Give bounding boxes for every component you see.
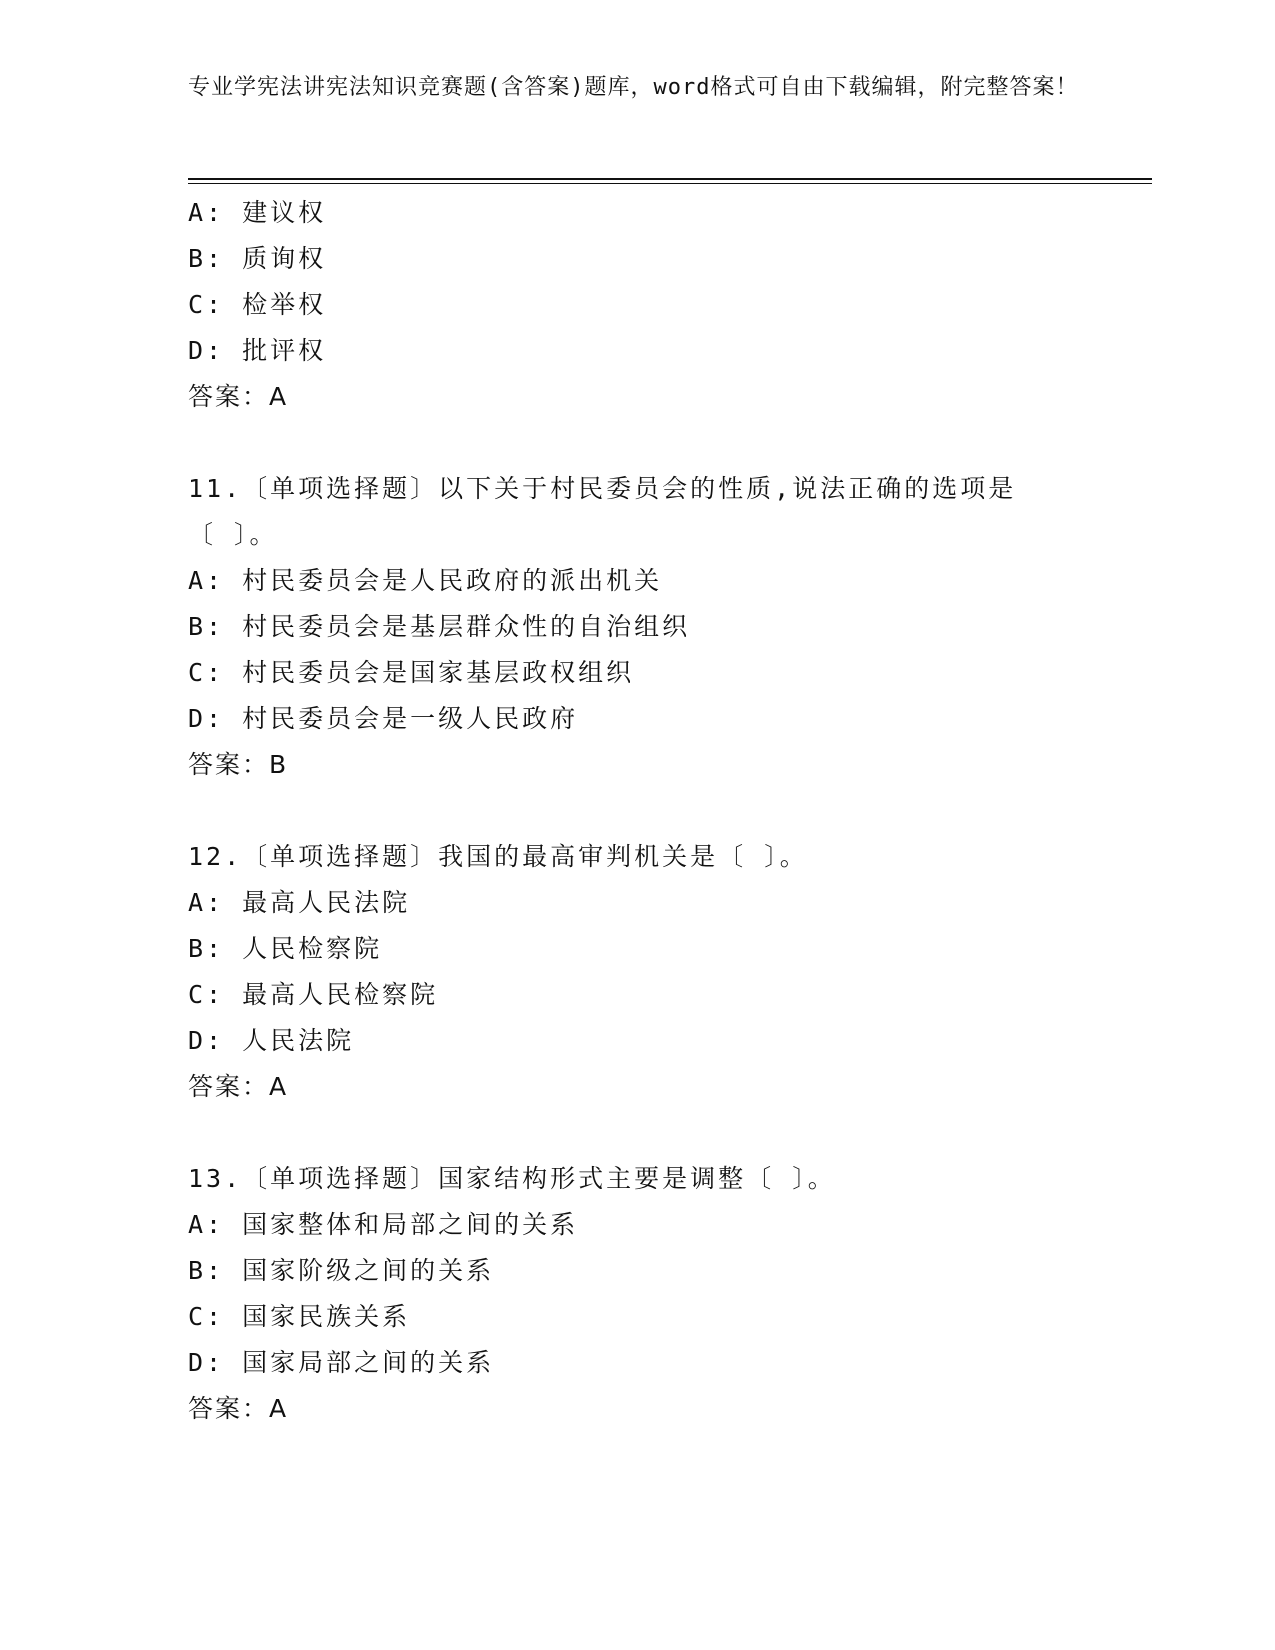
option-b [188,1248,1068,1294]
header-rule-thick [188,178,1152,180]
option-key: B: [188,244,225,273]
option-key: A: [188,888,225,917]
option-c [188,650,1068,696]
option-d [188,696,1068,742]
option-a [188,558,1068,604]
option-key: B: [188,934,225,963]
option-text: 建议权 [242,198,327,227]
question-block-13 [188,1156,1068,1432]
option-d [188,1340,1068,1386]
option-d [188,1018,1068,1064]
question-block-11 [188,466,1068,788]
option-key: A: [188,566,225,595]
option-key: A: [188,198,225,227]
question-list [188,190,1068,1432]
option-text: 最高人民法院 [242,888,411,917]
option-key: C: [188,658,225,687]
option-text: 国家民族关系 [242,1302,411,1331]
option-c [188,282,1068,328]
option-key: A: [188,1210,225,1239]
answer-line: 答案：B [188,750,289,779]
option-text: 人民检察院 [242,934,383,963]
option-text: 批评权 [242,336,327,365]
question-text: 12.〔单项选择题〕我国的最高审判机关是〔 〕。 [188,842,808,871]
option-d [188,328,1068,374]
question-text: 13.〔单项选择题〕国家结构形式主要是调整〔 〕。 [188,1164,836,1193]
option-a [188,880,1068,926]
option-text: 国家局部之间的关系 [242,1348,495,1377]
option-b [188,926,1068,972]
question-text: 11.〔单项选择题〕以下关于村民委员会的性质,说法正确的选项是〔 〕。 [188,474,1017,549]
option-key: B: [188,612,225,641]
question-block-12 [188,834,1068,1110]
option-key: D: [188,1348,225,1377]
option-key: D: [188,704,225,733]
option-text: 国家整体和局部之间的关系 [242,1210,579,1239]
option-text: 人民法院 [242,1026,355,1055]
option-b [188,604,1068,650]
option-b [188,236,1068,282]
option-key: C: [188,1302,225,1331]
option-text: 村民委员会是国家基层政权组织 [242,658,635,687]
option-key: C: [188,290,225,319]
header-rule-thin [188,183,1152,184]
option-text: 村民委员会是人民政府的派出机关 [242,566,663,595]
option-text: 检举权 [242,290,327,319]
option-key: D: [188,336,225,365]
option-text: 国家阶级之间的关系 [242,1256,495,1285]
answer-line: 答案：A [188,1072,289,1101]
option-key: B: [188,1256,225,1285]
option-text: 最高人民检察院 [242,980,439,1009]
document-header: 专业学宪法讲宪法知识竞赛题(含答案)题库，word格式可自由下载编辑，附完整答案！ [188,75,1079,100]
option-text: 村民委员会是基层群众性的自治组织 [242,612,691,641]
spacer [188,1110,1068,1156]
spacer [188,788,1068,834]
option-text: 村民委员会是一级人民政府 [242,704,579,733]
option-key: C: [188,980,225,1009]
option-key: D: [188,1026,225,1055]
option-c [188,1294,1068,1340]
answer-line: 答案：A [188,1394,289,1423]
answer-line: 答案：A [188,382,289,411]
question-block-10 [188,190,1068,420]
spacer [188,420,1068,466]
option-a [188,190,1068,236]
option-c [188,972,1068,1018]
option-text: 质询权 [242,244,327,273]
option-a [188,1202,1068,1248]
